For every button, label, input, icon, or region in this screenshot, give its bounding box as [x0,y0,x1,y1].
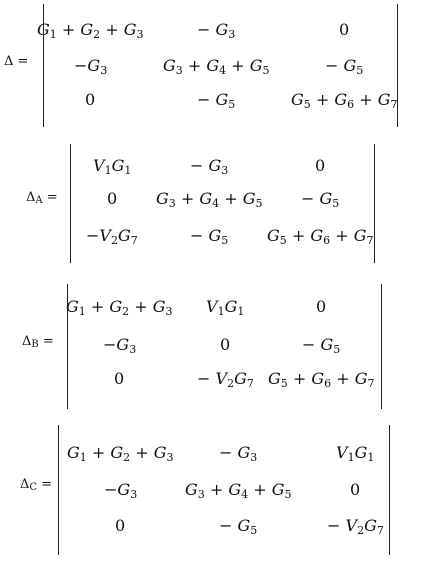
equals-sign: = [42,190,58,205]
matrix-cell: $G_5 + G_6 + G_7$ [268,369,375,390]
matrix-cell: − $G_3$ [197,20,236,41]
delta-symbol: Δ [20,477,30,492]
matrix-cell: − $V_2G_7$ [197,369,254,390]
left-determinant-bar [58,425,59,555]
delta-symbol: Δ [4,54,14,69]
matrix-cell: $G_1 + G_2 + G_3$ [66,297,173,318]
matrix-cell: 0 [107,189,118,208]
delta-symbol: Δ [26,190,36,205]
right-determinant-bar [381,284,382,409]
matrix-cell: − $G_3$ [219,443,258,464]
determinant-label [4,55,28,68]
matrix-cell: 0 [115,516,126,535]
determinant-block [0,280,432,420]
matrix-cell: $G_5 + G_6 + G_7$ [267,226,374,247]
equals-sign: = [37,477,53,492]
matrix-cell: $-G_3$ [74,56,108,77]
matrix-cell: 0 [114,369,125,388]
delta-subscript: C [29,482,38,493]
determinant-label [20,478,52,493]
matrix-cell: 0 [339,20,350,39]
determinant-block [0,140,432,280]
matrix-cell: $V_1G_1$ [336,443,375,464]
matrix-cell: 0 [315,156,326,175]
equals-sign: = [38,334,54,349]
determinant-label [26,191,58,206]
matrix-cell: $G_1 + G_2 + G_3$ [67,443,174,464]
matrix-cell: − $G_5$ [302,335,341,356]
matrix-cell: 0 [220,335,231,354]
left-determinant-bar [70,144,71,263]
equals-sign: = [13,54,29,69]
matrix-cell: $G_5 + G_6 + G_7$ [291,90,398,111]
matrix-cell: 0 [316,297,327,316]
matrix-cell: $G_3 + G_4 + G_5$ [163,56,270,77]
determinant-label [22,335,54,350]
right-determinant-bar [374,144,375,263]
matrix-cell: $-G_3$ [104,480,138,501]
matrix-cell: 0 [350,480,361,499]
delta-symbol: Δ [22,334,32,349]
matrix-cell: − $G_5$ [197,90,236,111]
matrix-cell: $G_1 + G_2 + G_3$ [37,20,144,41]
matrix-cell: $G_3 + G_4 + G_5$ [156,189,263,210]
matrix-cell: $-V_2G_7$ [86,226,138,247]
matrix-cell: $-G_3$ [103,335,137,356]
right-determinant-bar [389,425,390,555]
matrix-cell: $V_1G_1$ [93,156,132,177]
matrix-cell: − $G_3$ [190,156,229,177]
matrix-cell: − $G_5$ [190,226,229,247]
matrix-cell: − $G_5$ [301,189,340,210]
delta-subscript: A [35,195,43,206]
determinant-block [0,0,432,140]
matrix-cell: − $G_5$ [325,56,364,77]
matrix-cell: $G_3 + G_4 + G_5$ [185,480,292,501]
matrix-cell: 0 [85,90,96,109]
matrix-cell: $V_1G_1$ [206,297,245,318]
matrix-cell: − $V_2G_7$ [327,516,384,537]
determinant-block [0,423,432,563]
matrix-cell: − $G_5$ [219,516,258,537]
delta-subscript: B [31,339,39,350]
